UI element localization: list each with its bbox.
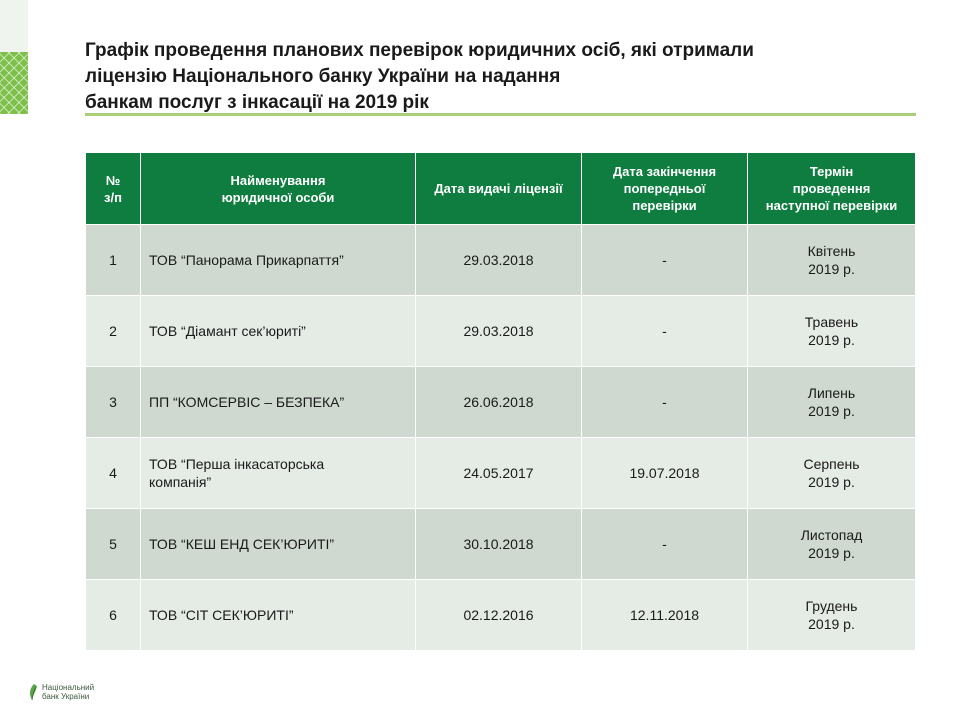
inspection-schedule-table: [85, 152, 916, 651]
header-number: № з/п: [86, 153, 141, 225]
table-row: [86, 509, 916, 580]
nbu-logo: [28, 682, 94, 702]
cell-license-date: 29.03.2018: [416, 296, 582, 367]
title-underline: [85, 113, 916, 116]
cell-number: 1: [86, 225, 141, 296]
nbu-leaf-icon: [28, 683, 38, 701]
cell-previous-check-end: -: [582, 509, 748, 580]
cell-entity-name: ПП “КОМСЕРВІС – БЕЗПЕКА”: [141, 367, 416, 438]
header-previous-check-end: Дата закінчення попередньої перевірки: [582, 153, 748, 225]
cell-entity-name: ТОВ “Панорама Прикарпаття”: [141, 225, 416, 296]
table-header-row: [86, 153, 916, 225]
title-line-3: банкам послуг з інкасації на 2019 рік: [85, 92, 429, 113]
cell-license-date: 26.06.2018: [416, 367, 582, 438]
header-license-date: Дата видачі ліцензії: [416, 153, 582, 225]
cell-next-check-term: Липень 2019 р.: [748, 367, 916, 438]
nbu-logo-text: Національний банк України: [42, 683, 95, 701]
cell-number: 2: [86, 296, 141, 367]
cell-number: 6: [86, 580, 141, 651]
title-line-2: ліцензію Національного банку України на надання: [85, 66, 561, 87]
decor-pattern: [0, 52, 28, 114]
cell-number: 5: [86, 509, 141, 580]
cell-license-date: 02.12.2016: [416, 580, 582, 651]
cell-entity-name: ТОВ “Діамант сек’юриті”: [141, 296, 416, 367]
cell-next-check-term: Травень 2019 р.: [748, 296, 916, 367]
cell-entity-name: ТОВ “СІТ СЕК’ЮРИТІ”: [141, 580, 416, 651]
table-row: [86, 367, 916, 438]
table-row: [86, 296, 916, 367]
cell-previous-check-end: -: [582, 296, 748, 367]
cell-license-date: 30.10.2018: [416, 509, 582, 580]
cell-next-check-term: Квітень 2019 р.: [748, 225, 916, 296]
cell-next-check-term: Листопад 2019 р.: [748, 509, 916, 580]
header-entity-name: Найменування юридичної особи: [141, 153, 416, 225]
header-next-check-term: Термін проведення наступної перевірки: [748, 153, 916, 225]
cell-license-date: 24.05.2017: [416, 438, 582, 509]
table-row: [86, 225, 916, 296]
table-row: [86, 580, 916, 651]
cell-number: 3: [86, 367, 141, 438]
cell-entity-name: ТОВ “КЕШ ЕНД СЕК’ЮРИТІ”: [141, 509, 416, 580]
title-line-1: Графік проведення планових перевірок юридичних осіб, які отримали: [85, 40, 754, 61]
cell-previous-check-end: 19.07.2018: [582, 438, 748, 509]
cell-license-date: 29.03.2018: [416, 225, 582, 296]
table-row: [86, 438, 916, 509]
decor-strip-top: [0, 0, 28, 52]
cell-previous-check-end: 12.11.2018: [582, 580, 748, 651]
cell-number: 4: [86, 438, 141, 509]
cell-entity-name: ТОВ “Перша інкасаторська компанія”: [141, 438, 416, 509]
cell-next-check-term: Грудень 2019 р.: [748, 580, 916, 651]
cell-previous-check-end: -: [582, 225, 748, 296]
page-title: [85, 38, 905, 116]
cell-previous-check-end: -: [582, 367, 748, 438]
cell-next-check-term: Серпень 2019 р.: [748, 438, 916, 509]
